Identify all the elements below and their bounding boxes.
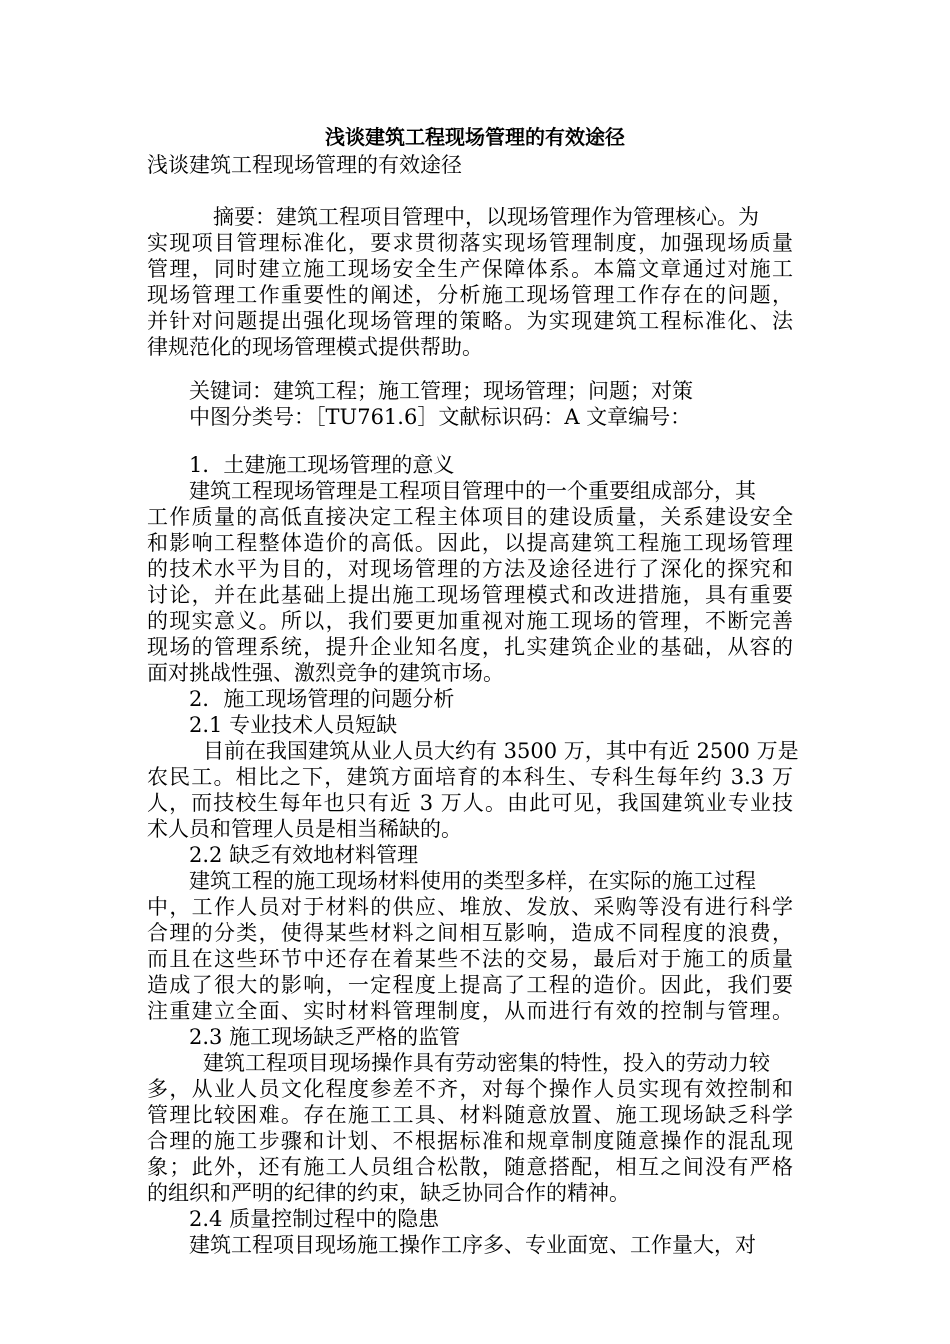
paragraph-line: 和影响工程整体造价的高低。因此，以提高建筑工程施工现场管理	[147, 531, 793, 555]
paragraph-line: 人，而技校生每年也只有近 3 万人。由此可见，我国建筑业专业技	[147, 791, 793, 815]
abstract-line: 律规范化的现场管理模式提供帮助。	[147, 335, 483, 359]
paragraph-line: 面对挑战性强、激烈竞争的建筑市场。	[147, 661, 504, 685]
abstract-line: 实现项目管理标准化，要求贯彻落实现场管理制度，加强现场质量	[147, 231, 793, 255]
paragraph-line: 管理比较困难。存在施工工具、材料随意放置、施工现场缺乏科学	[147, 1103, 793, 1127]
section-heading: 2．施工现场管理的问题分析	[189, 687, 455, 711]
document-title: 浅谈建筑工程现场管理的有效途径	[325, 125, 625, 149]
subsection-heading: 2.2 缺乏有效地材料管理	[189, 843, 419, 867]
classification-number: 中图分类号：［TU761.6］文献标识码：A 文章编号：	[189, 405, 692, 429]
abstract-line: 管理，同时建立施工现场安全生产保障体系。本篇文章通过对施工	[147, 257, 793, 281]
abstract-line: 摘要：建筑工程项目管理中，以现场管理作为管理核心。为	[213, 205, 759, 229]
paragraph-line: 建筑工程现场管理是工程项目管理中的一个重要组成部分，其	[189, 479, 756, 503]
paragraph-line: 建筑工程项目现场施工操作工序多、专业面宽、工作量大，对	[189, 1233, 756, 1257]
paragraph-line: 造成了很大的影响，一定程度上提高了工程的造价。因此，我们要	[147, 973, 793, 997]
keywords: 关键词：建筑工程；施工管理；现场管理；问题；对策	[189, 379, 693, 403]
paragraph-line: 的技术水平为目的，对现场管理的方法及途径进行了深化的探究和	[147, 557, 793, 581]
subsection-heading: 2.4 质量控制过程中的隐患	[189, 1207, 440, 1231]
document-subtitle: 浅谈建筑工程现场管理的有效途径	[147, 153, 462, 177]
paragraph-line: 注重建立全面、实时材料管理制度，从而进行有效的控制与管理。	[147, 999, 793, 1023]
paragraph-line: 建筑工程项目现场操作具有劳动密集的特性，投入的劳动力较	[203, 1051, 770, 1075]
paragraph-line: 的组织和严明的纪律的约束，缺乏协同合作的精神。	[147, 1181, 630, 1205]
paragraph-line: 合理的分类，使得某些材料之间相互影响，造成不同程度的浪费，	[147, 921, 793, 945]
paragraph-line: 术人员和管理人员是相当稀缺的。	[147, 817, 462, 841]
subsection-heading: 2.3 施工现场缺乏严格的监管	[189, 1025, 461, 1049]
abstract-line: 并针对问题提出强化现场管理的策略。为实现建筑工程标准化、法	[147, 309, 793, 333]
paragraph-line: 农民工。相比之下，建筑方面培育的本科生、专科生每年约 3.3 万	[147, 765, 793, 789]
paragraph-line: 工作质量的高低直接决定工程主体项目的建设质量，关系建设安全	[147, 505, 793, 529]
subsection-heading: 2.1 专业技术人员短缺	[189, 713, 398, 737]
paragraph-line: 讨论，并在此基础上提出施工现场管理模式和改进措施，具有重要	[147, 583, 793, 607]
paragraph-line: 合理的施工步骤和计划、不根据标准和规章制度随意操作的混乱现	[147, 1129, 793, 1153]
paragraph-line: 建筑工程的施工现场材料使用的类型多样，在实际的施工过程	[189, 869, 756, 893]
paragraph-line: 现场的管理系统，提升企业知名度，扎实建筑企业的基础，从容的	[147, 635, 793, 659]
section-heading: 1．土建施工现场管理的意义	[189, 453, 455, 477]
paragraph-line: 多，从业人员文化程度参差不齐，对每个操作人员实现有效控制和	[147, 1077, 793, 1101]
paragraph-line: 象；此外，还有施工人员组合松散，随意搭配，相互之间没有严格	[147, 1155, 793, 1179]
abstract-line: 现场管理工作重要性的阐述，分析施工现场管理工作存在的问题，	[147, 283, 793, 307]
paragraph-line: 的现实意义。所以，我们要更加重视对施工现场的管理，不断完善	[147, 609, 793, 633]
paragraph-line: 而且在这些环节中还存在着某些不法的交易，最后对于施工的质量	[147, 947, 793, 971]
paragraph-line: 目前在我国建筑从业人员大约有 3500 万，其中有近 2500 万是	[203, 739, 799, 763]
paragraph-line: 中，工作人员对于材料的供应、堆放、发放、采购等没有进行科学	[147, 895, 793, 919]
